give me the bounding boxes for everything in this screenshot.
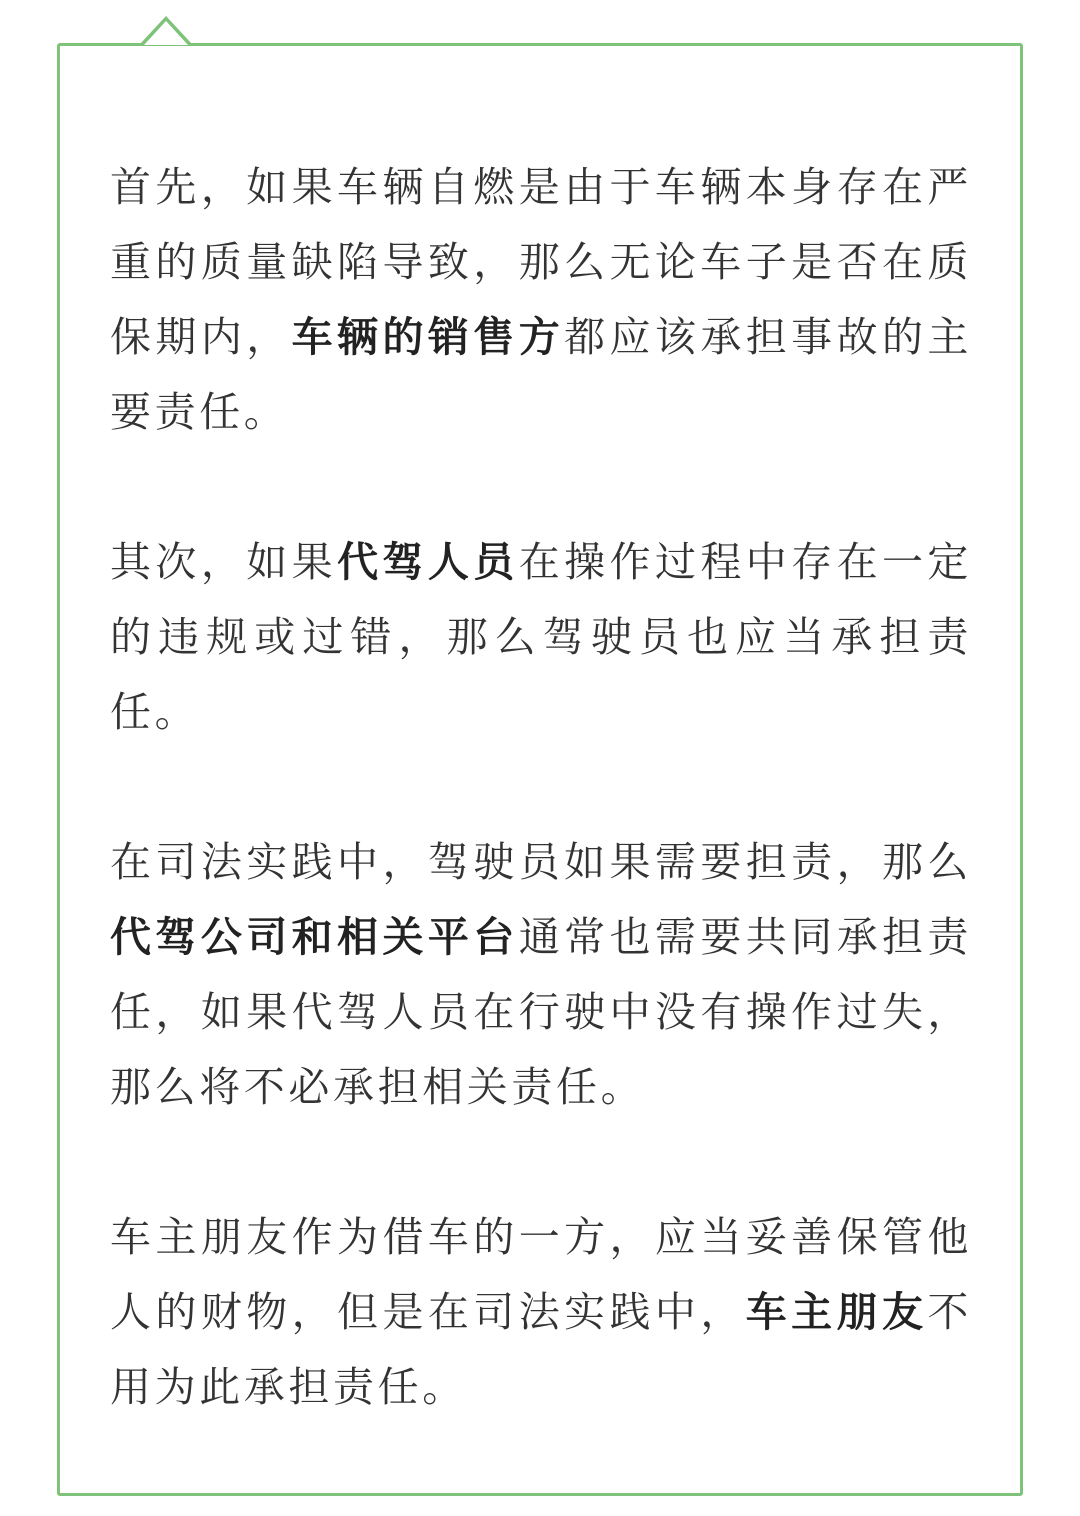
paragraph-text: 不用为此承担责任。: [110, 1288, 972, 1411]
emphasis-text: 车辆的销售方: [291, 313, 565, 361]
paragraph-4: [110, 1200, 972, 1425]
paragraph-text: 通常也需要共同承担责任，如果代驾人员在行驶中没有操作过失，那么将不必承担相关责任。: [110, 913, 972, 1111]
emphasis-text: 车主朋友: [745, 1288, 928, 1336]
paragraph-text: 其次，如果: [110, 538, 338, 586]
article-body: [110, 150, 972, 1425]
paragraph-2: [110, 525, 972, 750]
paragraph-text: 车主朋友作为借车的一方，应当妥善保管他人的财物，但是在司法实践中，: [110, 1213, 972, 1336]
paragraph-3: [110, 825, 972, 1125]
paragraph-1: [110, 150, 972, 450]
paragraph-text: 都应该承担事故的主要责任。: [110, 313, 972, 436]
frame-pointer-notch-fill: [144, 21, 188, 45]
paragraph-text: 在司法实践中，驾驶员如果需要担责，那么: [110, 838, 972, 886]
emphasis-text: 代驾公司和相关平台: [110, 913, 519, 961]
paragraph-text: 在操作过程中存在一定的违规或过错，那么驾驶员也应当承担责任。: [110, 538, 973, 736]
paragraph-text: 首先，如果车辆自燃是由于车辆本身存在严重的质量缺陷导致，那么无论车子是否在质保期内，: [110, 163, 972, 361]
emphasis-text: 代驾人员: [337, 538, 519, 586]
